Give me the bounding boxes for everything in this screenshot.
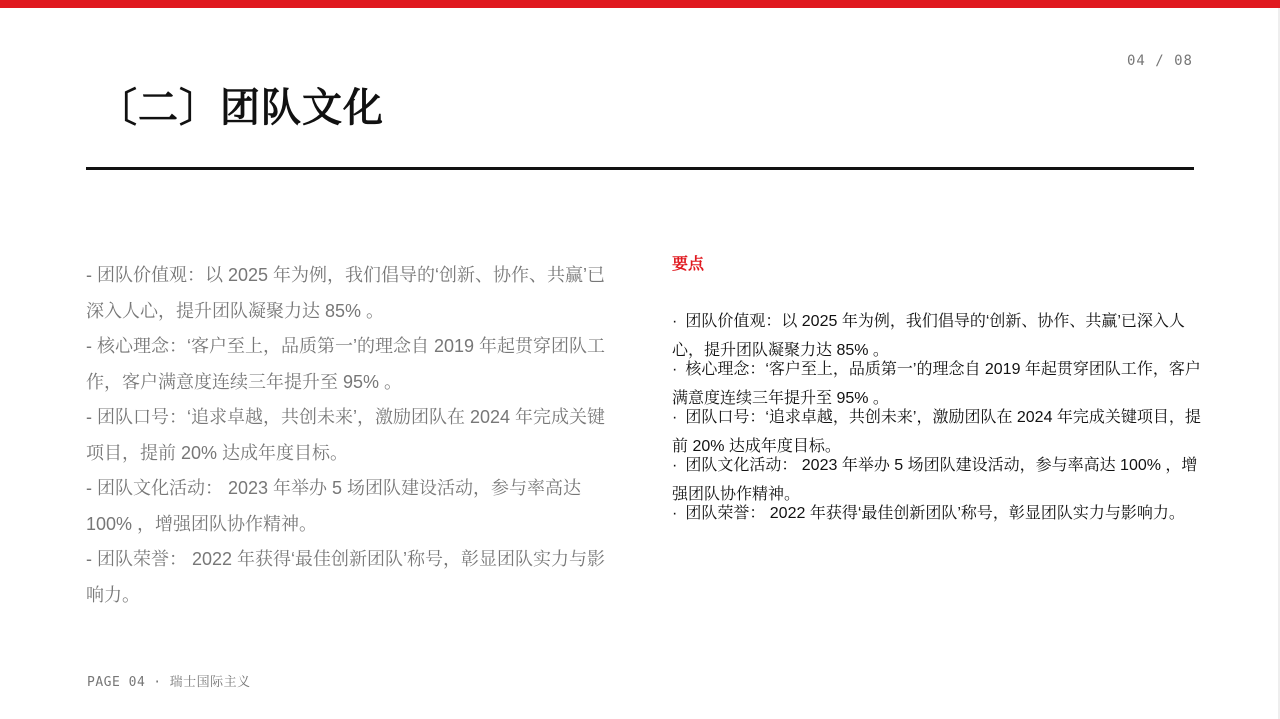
bullet-dot: ·: [672, 505, 678, 522]
footer-separator: ·: [153, 675, 162, 690]
key-point-text: 团队文化活动： 2023 年举办 5 场团队建设活动，参与率高达 100% ，增强团队协作精神。: [672, 457, 1198, 503]
key-points-panel: [672, 255, 1204, 522]
list-item-values: - 团队价值观：以 2025 年为例，我们倡导的‘创新、协作、共赢’已深入人心，提升团队凝聚力达 85% 。: [86, 265, 606, 321]
key-points-label: 要点: [672, 256, 705, 273]
page-counter: 04 / 08: [1126, 53, 1193, 69]
footer-org-name: 瑞士国际主义: [169, 675, 251, 690]
footer-page-number: PAGE 04: [87, 675, 146, 690]
bullet-dot: ·: [672, 361, 678, 378]
key-point-text: 团队口号：‘追求卓越，共创未来’，激励团队在 2024 年完成关键项目，提前 20% 达成年度目标。: [672, 409, 1201, 455]
bullet-dot: ·: [672, 457, 678, 474]
key-point-text: 核心理念：‘客户至上，品质第一’的理念自 2019 年起贯穿团队工作，客户满意度连续三年提升至 95% 。: [672, 361, 1201, 407]
list-item-philosophy: - 核心理念：‘客户至上，品质第一’的理念自 2019 年起贯穿团队工作，客户满意度连续三年提升至 95% 。: [86, 336, 606, 392]
page-title: 〔二〕团队文化: [97, 85, 384, 131]
list-item-slogan: - 团队口号：‘追求卓越，共创未来’，激励团队在 2024 年完成关键项目，提前 20% 达成年度目标。: [86, 407, 606, 463]
key-point-item: [672, 499, 1204, 528]
list-item-activities: - 团队文化活动： 2023 年举办 5 场团队建设活动，参与率高达 100% ，增强团队协作精神。: [86, 478, 582, 534]
body-list: [86, 258, 616, 613]
bullet-dot: ·: [672, 313, 678, 330]
bullet-dot: ·: [672, 409, 678, 426]
top-accent-bar: [0, 0, 1280, 8]
key-point-text: 团队荣誉： 2022 年获得‘最佳创新团队’称号，彰显团队实力与影响力。: [685, 505, 1185, 522]
footer: [87, 671, 251, 690]
list-item-honors: - 团队荣誉： 2022 年获得‘最佳创新团队’称号，彰显团队实力与影响力。: [86, 549, 606, 605]
title-divider: [86, 167, 1194, 170]
key-point-text: 团队价值观：以 2025 年为例，我们倡导的‘创新、协作、共赢’已深入人心，提升团队凝聚力达 85% 。: [672, 313, 1185, 359]
